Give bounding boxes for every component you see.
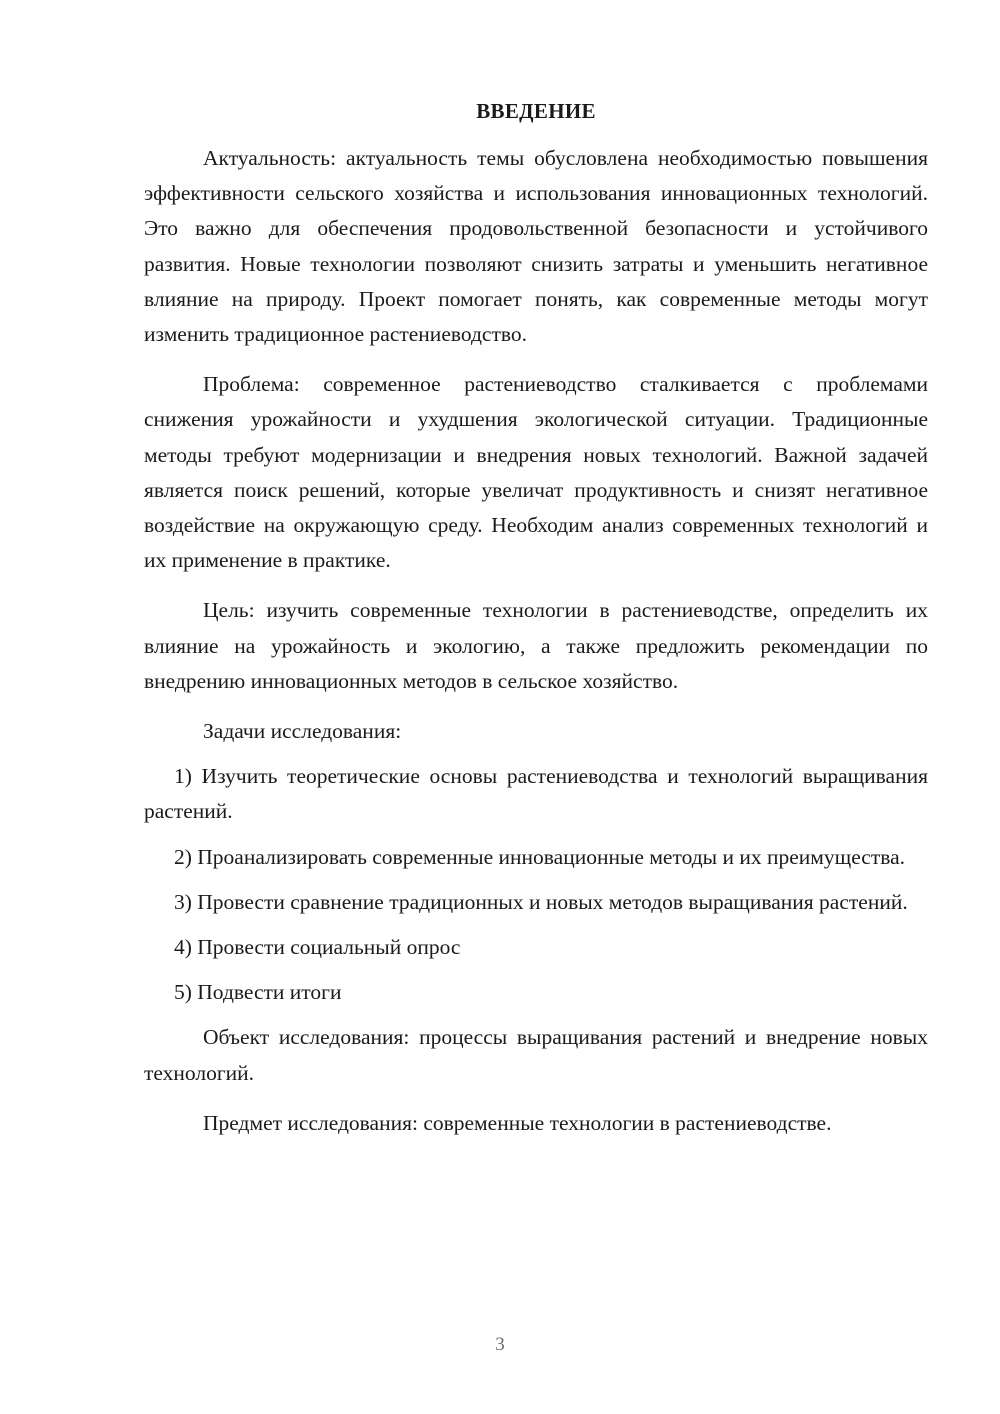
task-item-1: 1) Изучить теоретические основы растениеводства и технологий выращивания растений. [144, 764, 928, 824]
page-number: 3 [495, 1334, 505, 1355]
page-title: ВВЕДЕНИЕ [476, 99, 596, 123]
paragraph-goal: Цель: изучить современные технологии в растениеводстве, определить их влияние на урожайность и экологию, а также предложить рекомендации по внедрению инновационных методов в сельское хозяйство. [144, 598, 928, 693]
paragraph-research-subject: Предмет исследования: современные технологии в растениеводстве. [203, 1110, 832, 1135]
page-content [144, 95, 928, 1141]
paragraph-research-object: Объект исследования: процессы выращивания растений и внедрение новых технологий. [144, 1025, 928, 1085]
task-item-5: 5) Подвести итоги [174, 980, 342, 1005]
task-item-3: 3) Провести сравнение традиционных и новых методов выращивания растений. [174, 889, 908, 914]
paragraph-problem: Проблема: современное растениеводство сталкивается с проблемами снижения урожайности и ухудшения экологической ситуации. Традиционные методы требуют модернизации и внедрения новых технологий. Важной задачей является поиск решений, которые увеличат продуктивность и снизят негативное воздействие на окружающую среду. Необходим анализ современных технологий и их применение в практике. [144, 372, 928, 573]
paragraph-relevance: Актуальность: актуальность темы обусловлена необходимостью повышения эффективности сельского хозяйства и использования инновационных технологий. Это важно для обеспечения продовольственной безопасности и устойчивого развития. Новые технологии позволяют снизить затраты и уменьшить негативное влияние на природу. Проект помогает понять, как современные методы могут изменить традиционное растениеводство. [144, 146, 928, 347]
tasks-heading: Задачи исследования: [203, 719, 402, 744]
task-item-2: 2) Проанализировать современные инновационные методы и их преимущества. [174, 844, 906, 869]
task-item-4: 4) Провести социальный опрос [174, 935, 461, 960]
